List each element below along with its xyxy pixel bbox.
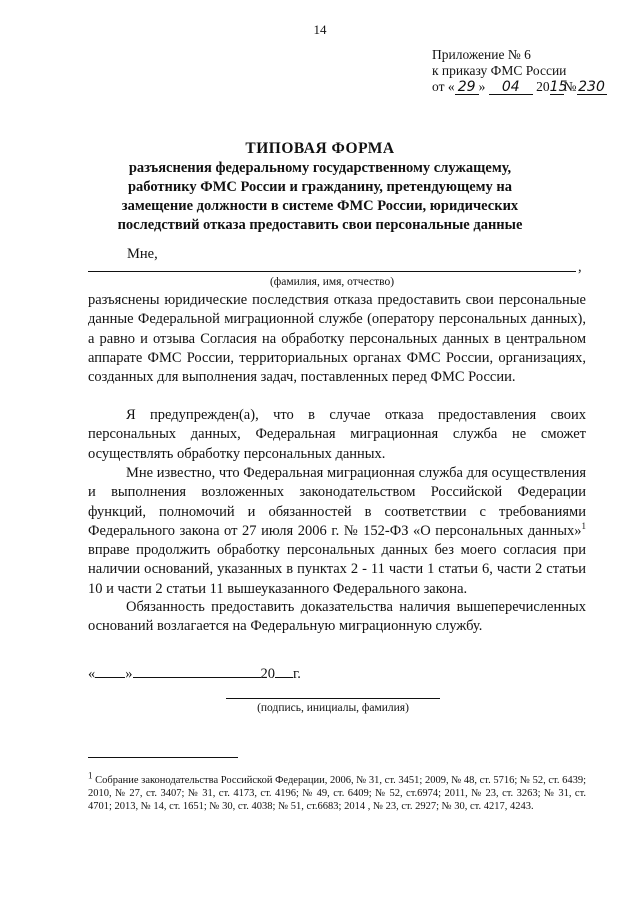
document-title: ТИПОВАЯ ФОРМА [245,140,395,157]
paragraph-consequences: разъяснены юридические последствия отказа предоставить свои персональные данные Федеральной миграционной службе (оператору персональных данных), а равно и отзыва Согласия на обработку персональных данных в центральном аппарате ФМС России, территориальных органах ФМС России, организациях, созданных для выполнения задач, поставленных перед ФМС России. [88,292,586,386]
paragraph-obligation: Обязанность предоставить доказательства наличия вышеперечисленных оснований возлагается на Федеральную миграционную службу. [88,599,586,635]
day-blank[interactable] [95,665,125,678]
footnote-ref: 1 [581,521,586,532]
fio-caption: (фамилия, имя, отчество) [269,276,395,288]
date-mid: » [478,79,486,94]
footnote-mark: 1 [88,770,93,781]
footnote-text: Собрание законодательства Российской Федерации, 2006, № 31, ст. 3451; 2009, № 48, ст. 5716; № 52, ст. 6439; 2010, № 27, ст. 3407; № 31, ст. 4173, ст. 4196; № 49, ст. 6409; № 52, ст.6974; 2011, № 23, ст. 3263; № 31, ст. 4701; 2013, № 14, ст. 1651; № 30, ст. 4038; № 51, ст.6683; 2014 , № 23, ст. 2927; № 30, ст. 4217, 4243. [88,775,586,812]
signature-caption: (подпись, инициалы, фамилия) [257,702,409,714]
number-label: № [563,79,577,94]
signature-fill-line[interactable] [226,698,440,699]
me-label: Мне, [127,246,158,262]
signature-date-row [88,665,301,683]
handwritten-day: 29 [455,81,479,95]
year-blank[interactable] [275,665,293,678]
year-prefix: 20 [260,666,275,682]
paragraph-warning: Я предупрежден(а), что в случае отказа предоставления своих персональных данных, Федеральная миграционная служба не сможет осуществлять обработку персональных данных. [88,407,586,462]
date-close-quote: » [125,666,133,682]
date-year-prefix: 20 [536,79,550,94]
handwritten-year: 15 [549,79,568,95]
handwritten-number: 230 [578,79,605,95]
handwritten-month: 04 [489,81,533,95]
footnote [88,770,586,813]
appendix-date [432,79,607,95]
appendix-block [432,47,607,95]
fio-fill-line[interactable] [88,271,576,272]
appendix-title: Приложение № 6 [432,47,531,62]
date-open-quote: « [88,666,96,682]
fio-comma: , [578,259,582,275]
document-subtitle: разъяснения федеральному государственному служащему, работнику ФМС России и гражданину, претендующему на замещение должности в системе ФМС России, юридических последствий отказа предоставить свои персональные данные [117,160,523,233]
page-number: 14 [313,22,327,37]
legal-basis-part1: Мне известно, что Федеральная миграционная служба для осуществления и выполнения возложенных законодательством Российской Федерации функций, полномочий и обязанностей в соответствии с требованиями Федерального закона от 27 июля 2006 г. № 152-ФЗ «О персональных данных» [88,465,586,539]
year-suffix: г. [293,666,301,682]
appendix-order-ref: к приказу ФМС России [432,63,567,78]
paragraph-legal-basis [88,464,586,599]
legal-basis-part2: вправе продолжить обработку персональных данных без моего согласия при наличии оснований, указанных в пунктах 2 - 11 части 1 статьи 6, части 2 статьи 10 и части 2 статьи 11 вышеуказанного Федерального закона. [88,542,586,597]
date-prefix: от « [432,79,455,94]
month-blank[interactable] [133,665,261,678]
footnote-separator [88,757,238,758]
